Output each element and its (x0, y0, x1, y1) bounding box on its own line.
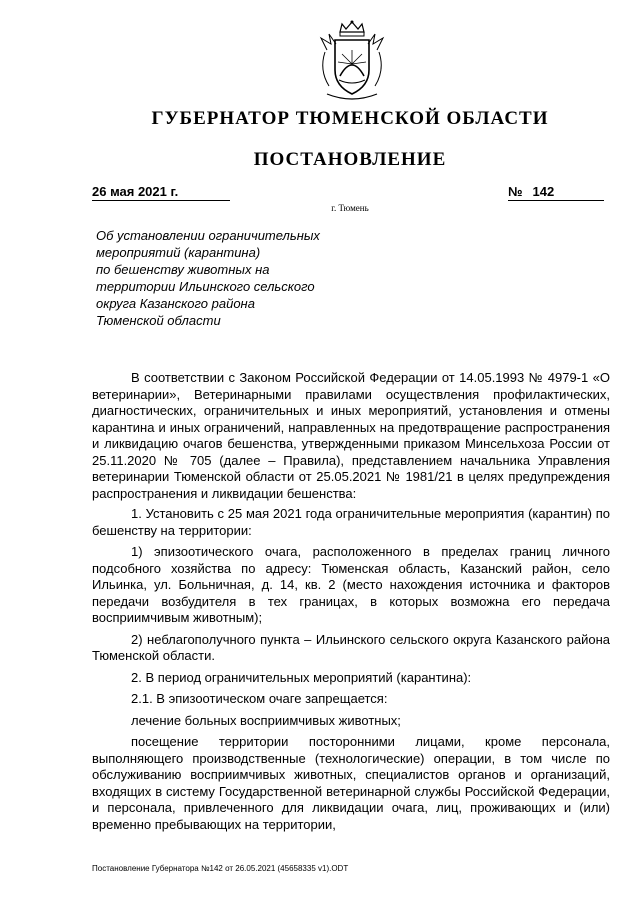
subject-line: округа Казанского района (96, 296, 255, 311)
date-value: 26 мая 2021 г. (92, 184, 179, 199)
number-value: 142 (532, 184, 555, 199)
coat-of-arms-icon (309, 20, 395, 104)
document-number (508, 184, 604, 201)
document-type-heading: ПОСТАНОВЛЕНИЕ (253, 149, 447, 170)
body-paragraph: 2.1. В эпизоотическом очаге запрещается: (131, 691, 388, 706)
document-footer: Постановление Губернатора №142 от 26.05.2021 (45658335 v1).ODT (92, 864, 349, 873)
subject-line: по бешенству животных на (96, 262, 270, 277)
issuer-title: ГУБЕРНАТОР ТЮМЕНСКОЙ ОБЛАСТИ (151, 108, 549, 129)
preamble-paragraph: В соответствии с Законом Российской Федерации от 14.05.1993 № 4979-1 «О ветеринарии», Ветеринарными правилами осуществления профилактических, диагностических, ограничительных и иных мероприятий, установления и отмены карантина и иных ограничений, направленных на предотвращение распространения и ликвидацию очагов бешенства, утвержденными приказом Минсельхоза России от 25.11.2020 № 705 (далее – Правила), представлением начальника Управления ветеринарии Тюменской области от 25.05.2021 № 1981/21 в целях предупреждения распространения и ликвидации бешенства: (92, 370, 610, 501)
number-sign: № (508, 184, 523, 199)
document-body (92, 370, 610, 838)
body-paragraph: 2) неблагополучного пункта – Ильинского сельского округа Казанского района Тюменской области. (92, 631, 610, 663)
document-date (92, 184, 230, 201)
city-label: г. Тюмень (331, 203, 369, 213)
body-paragraph: лечение больных восприимчивых животных; (131, 712, 401, 728)
subject-line: Тюменской области (96, 313, 221, 328)
subject-line: территории Ильинского сельского (96, 279, 315, 294)
subject-line: мероприятий (карантина) (96, 245, 261, 260)
body-paragraph: 2. В период ограничительных мероприятий (карантина): (131, 669, 472, 685)
body-paragraph: 1) эпизоотического очага, расположенного в пределах границ личного подсобного хозяйства по адресу: Тюменская область, Казанский район, село Ильинка, ул. Больничная, д. 14, кв. 2 (место нахождения источника и факторов передачи возбудителя в тех границах, в которых возможна его передача восприимчивым животным); (92, 544, 610, 625)
subject-line: Об установлении ограничительных (96, 228, 320, 243)
body-paragraph: 1. Установить с 25 мая 2021 года ограничительные мероприятия (карантин) по бешенству на территории: (92, 506, 610, 538)
document-subject (96, 227, 376, 329)
body-paragraph: посещение территории посторонними лицами, кроме персонала, выполняющего производственные (технологические) операции, в том числе по обслуживанию восприимчивых животных, специалистов органов и организаций, входящих в систему Государственной ветеринарной службы Российской Федерации, и персонала, привлеченного для ликвидации очага, лиц, проживающих и (или) временно пребывающих на территории, (92, 734, 610, 832)
